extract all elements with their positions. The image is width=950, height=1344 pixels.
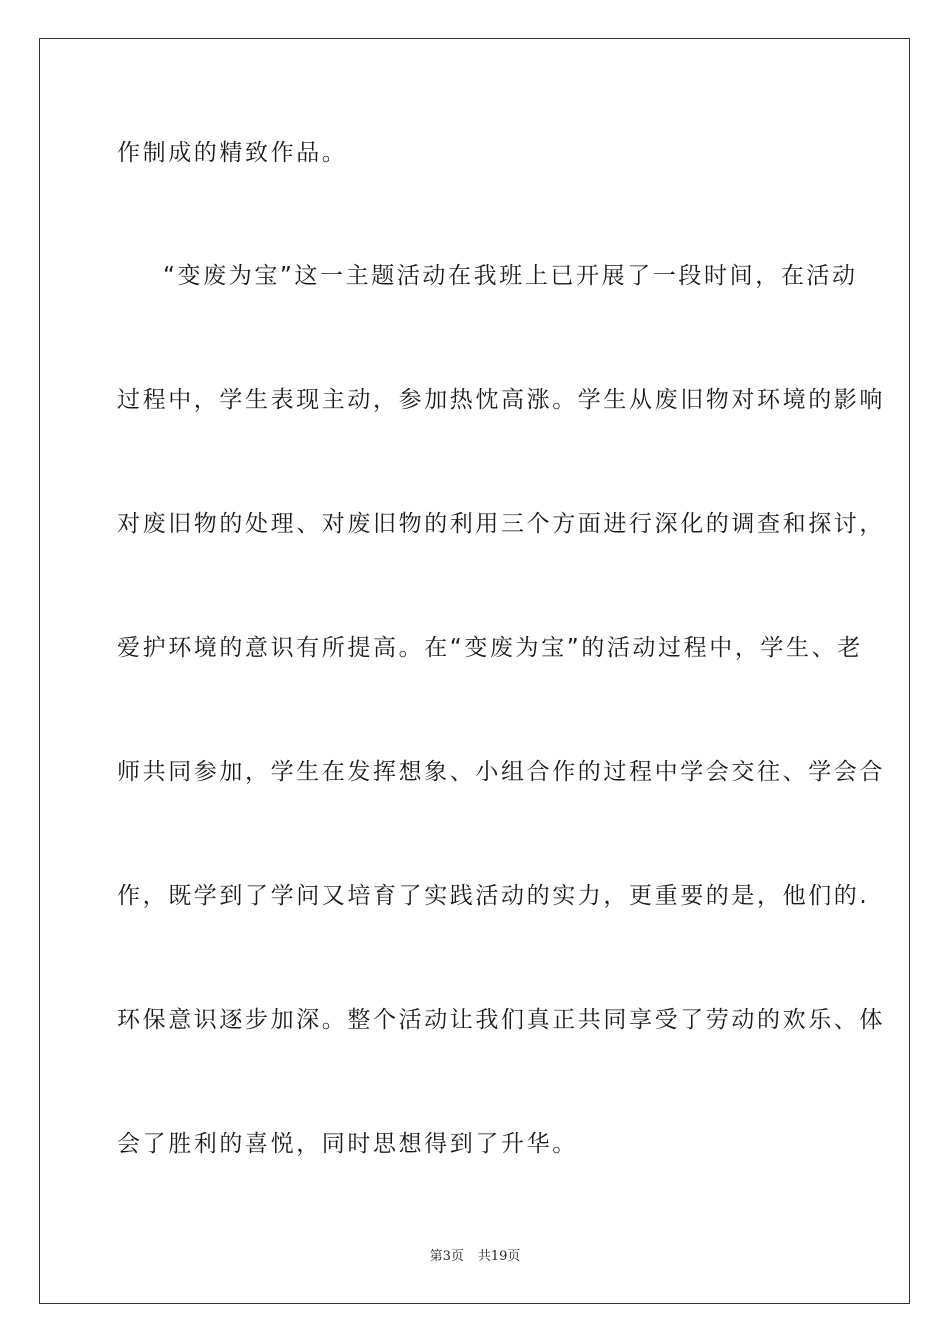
text-line: 爱护环境的意识有所提高。在“变废为宝”的活动过程中，学生、老: [117, 635, 863, 661]
page-number: 第3页: [429, 1249, 464, 1264]
text-line: 作制成的精致作品。: [117, 140, 348, 166]
text-line: 对废旧物的处理、对废旧物的利用三个方面进行深化的调查和探讨，: [117, 511, 885, 537]
page-border: [39, 38, 910, 1304]
text-line: 师共同参加，学生在发挥想象、小组合作的过程中学会交往、学会合: [117, 759, 885, 785]
total-pages: 共19页: [477, 1249, 521, 1264]
text-line: 环保意识逐步加深。整个活动让我们真正共同享受了劳动的欢乐、体: [117, 1007, 885, 1033]
text-line: 过程中，学生表现主动，参加热忱高涨。学生从废旧物对环境的影响: [117, 387, 885, 413]
page-footer: [0, 1248, 950, 1266]
text-line: 作，既学到了学问又培育了实践活动的实力，更重要的是，他们的.: [117, 883, 870, 909]
paragraph-first-line: “变废为宝”这一主题活动在我班上已开展了一段时间，在活动: [163, 263, 858, 289]
text-line: 会了胜利的喜悦，同时思想得到了升华。: [117, 1131, 578, 1157]
